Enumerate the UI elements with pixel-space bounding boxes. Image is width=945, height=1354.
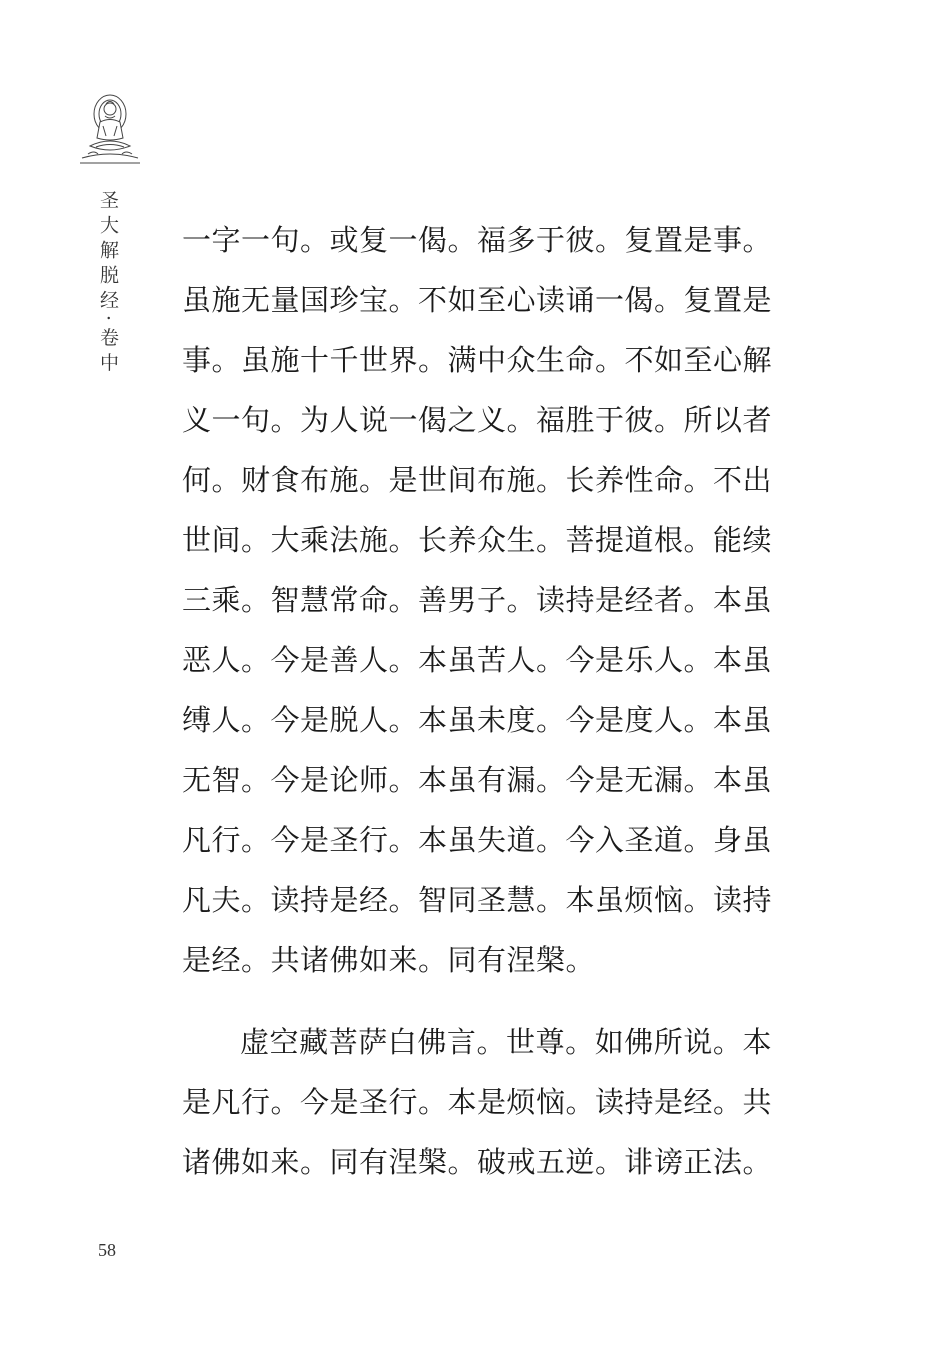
paragraph: 虚空藏菩萨白佛言。世尊。如佛所说。本是凡行。今是圣行。本是烦恼。读持是经。共诸佛如来。同有涅槃。破戒五逆。诽谤正法。 <box>182 1025 773 1179</box>
page-number: 58 <box>98 1240 116 1260</box>
body-text <box>182 210 772 1192</box>
paragraph: 一字一句。或复一偈。福多于彼。复置是事。虽施无量国珍宝。不如至心读诵一偈。复置是事。虽施十千世界。满中众生命。不如至心解义一句。为人说一偈之义。福胜于彼。所以者何。财食布施。是世间布施。长养性命。不出世间。大乘法施。长养众生。菩提道根。能续三乘。智慧常命。善男子。读持是经者。本虽恶人。今是善人。本虽苦人。今是乐人。本虽缚人。今是脱人。本虽未度。今是度人。本虽无智。今是论师。本虽有漏。今是无漏。本虽凡行。今是圣行。本虽失道。今入圣道。身虽凡夫。读持是经。智同圣慧。本虽烦恼。读持是经。共诸佛如来。同有涅槃。 <box>182 223 773 977</box>
running-header-title: 圣大解脱经·卷中 <box>97 190 119 378</box>
seated-buddha-icon <box>76 92 144 166</box>
